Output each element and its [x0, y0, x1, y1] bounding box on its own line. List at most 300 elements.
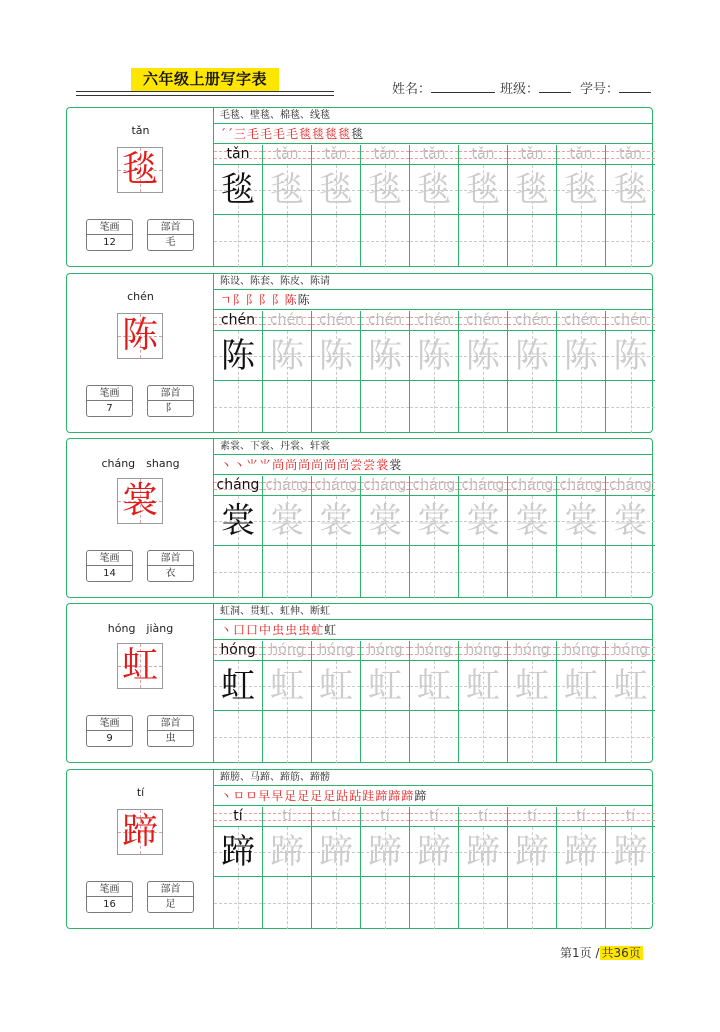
stroke-step: 毛 — [247, 127, 261, 141]
stroke-step: 陈 — [284, 293, 298, 307]
practice-cell[interactable] — [214, 641, 263, 763]
pinyin-line — [459, 311, 507, 331]
tian-grid-box — [459, 661, 507, 711]
practice-grid — [214, 145, 652, 267]
character-trace: 裳 — [270, 501, 304, 541]
character-trace: 虹 — [221, 666, 255, 706]
character-trace: 毯 — [466, 170, 500, 210]
stroke-step: 毯 — [338, 127, 352, 141]
practice-cell[interactable] — [361, 476, 410, 598]
pinyin-line — [214, 145, 262, 165]
stroke-step: 跕 — [336, 789, 350, 803]
stroke-step: 丶 — [233, 458, 247, 472]
pinyin-trace: hóng — [514, 642, 550, 658]
pinyin-trace: tí — [478, 808, 488, 824]
blank-practice-box[interactable] — [459, 381, 507, 433]
pinyin-line — [410, 641, 458, 661]
practice-cell[interactable] — [214, 145, 263, 267]
stroke-step: 足 — [284, 789, 298, 803]
character-pinyin: cháng shang — [101, 457, 180, 470]
character-info-panel — [67, 604, 214, 762]
character-trace: 蹄 — [613, 832, 648, 872]
practice-cell[interactable] — [312, 311, 361, 433]
practice-cell[interactable] — [263, 476, 312, 598]
tian-grid-box — [459, 496, 507, 546]
practice-cell[interactable] — [263, 145, 312, 267]
character-trace: 陈 — [319, 336, 353, 376]
blank-practice-box[interactable] — [361, 546, 409, 598]
practice-grid — [214, 807, 652, 929]
blank-practice-box[interactable] — [410, 381, 458, 433]
id-blank[interactable] — [619, 79, 651, 93]
stroke-order — [214, 620, 652, 640]
practice-grid — [214, 476, 652, 598]
blank-practice-box[interactable] — [214, 711, 262, 763]
character-info-panel — [67, 274, 214, 432]
stroke-step: ㅁ — [233, 789, 246, 803]
total-pages: 共36页 — [601, 946, 641, 960]
practice-cell[interactable] — [557, 476, 606, 598]
character-trace: 虹 — [319, 666, 353, 706]
pinyin-line — [410, 311, 458, 331]
pinyin-line — [361, 311, 409, 331]
practice-cell[interactable] — [410, 807, 459, 929]
stroke-order — [214, 124, 652, 144]
practice-cell[interactable] — [312, 807, 361, 929]
tian-grid-box — [312, 661, 360, 711]
tian-grid-box — [508, 827, 556, 877]
pinyin-trace: tǎn — [422, 146, 446, 162]
stroke-step: ㅁ — [245, 789, 259, 803]
stroke-count-box — [86, 715, 133, 747]
stroke-step: 跬 — [362, 789, 376, 803]
character-large: 毯 — [121, 149, 158, 190]
character-card — [66, 438, 653, 598]
tian-grid-box — [606, 827, 655, 877]
tian-grid-box — [508, 331, 556, 381]
practice-cell[interactable] — [508, 311, 557, 433]
character-trace: 毯 — [319, 170, 353, 210]
character-card — [66, 107, 653, 267]
blank-practice-box[interactable] — [214, 215, 262, 267]
class-blank[interactable] — [539, 79, 571, 93]
title-underline-thin — [76, 95, 334, 96]
stroke-count-label: 笔画 — [87, 386, 132, 401]
blank-practice-box[interactable] — [606, 381, 655, 433]
practice-cell[interactable] — [410, 311, 459, 433]
pinyin-trace: chén — [367, 312, 403, 328]
character-trace: 蹄 — [221, 832, 255, 872]
blank-practice-box[interactable] — [263, 711, 311, 763]
pinyin-line — [606, 641, 655, 661]
pinyin-line — [263, 807, 311, 827]
character-pinyin: tǎn — [131, 124, 150, 137]
character-trace: 虹 — [515, 666, 549, 706]
pinyin-trace: hóng — [367, 642, 403, 658]
pinyin-trace: chén — [465, 312, 501, 328]
pinyin-line — [312, 641, 360, 661]
pinyin-trace: chén — [563, 312, 599, 328]
blank-practice-box[interactable] — [312, 381, 360, 433]
tian-grid-box — [508, 165, 556, 215]
stroke-step: 丶 — [220, 623, 234, 637]
pinyin-trace: tǎn — [226, 146, 250, 162]
tian-grid-box — [410, 165, 458, 215]
stroke-step: ㄱ — [220, 293, 233, 307]
practice-cell[interactable] — [508, 641, 557, 763]
tian-grid-box — [214, 661, 262, 711]
stroke-count-value: 16 — [103, 899, 116, 910]
character-card — [66, 603, 653, 763]
character-card — [66, 769, 653, 929]
stroke-step: 中 — [259, 623, 273, 637]
practice-cell[interactable] — [214, 311, 263, 433]
pinyin-trace: tǎn — [373, 146, 397, 162]
stroke-step: 毛 — [260, 127, 274, 141]
tian-grid-box — [361, 661, 409, 711]
tian-grid-box — [312, 331, 360, 381]
tian-grid-box — [410, 496, 458, 546]
stroke-step: ˊ — [227, 127, 234, 141]
radical-value: 毛 — [165, 237, 176, 248]
blank-practice-box[interactable] — [410, 711, 458, 763]
stroke-step: 裳 — [389, 458, 403, 472]
class-label: 班级： — [500, 82, 540, 97]
stroke-step: 阝 — [232, 293, 246, 307]
blank-practice-box[interactable] — [557, 711, 605, 763]
pinyin-line — [263, 476, 311, 496]
blank-practice-box[interactable] — [557, 381, 605, 433]
character-trace: 毯 — [221, 170, 255, 210]
practice-cell[interactable] — [214, 807, 263, 929]
blank-practice-box[interactable] — [410, 546, 458, 598]
stroke-step: 尚 — [272, 458, 286, 472]
practice-cell[interactable] — [312, 145, 361, 267]
practice-cell[interactable] — [361, 145, 410, 267]
blank-practice-box[interactable] — [361, 711, 409, 763]
pinyin-trace: tí — [429, 808, 439, 824]
tian-grid-box — [410, 331, 458, 381]
character-trace: 毯 — [515, 170, 549, 210]
character-trace: 虹 — [417, 666, 451, 706]
character-large: 蹄 — [121, 811, 158, 852]
tian-grid-box — [557, 827, 605, 877]
tian-grid-box — [606, 661, 655, 711]
practice-cell[interactable] — [508, 145, 557, 267]
practice-cell[interactable] — [557, 145, 606, 267]
practice-cell[interactable] — [459, 641, 508, 763]
tian-grid-box — [606, 331, 655, 381]
pinyin-line — [263, 641, 311, 661]
tian-grid-box — [459, 165, 507, 215]
stroke-step: 毯 — [299, 127, 313, 141]
blank-practice-box[interactable] — [361, 381, 409, 433]
stroke-step: 阝 — [245, 293, 259, 307]
blank-practice-box[interactable] — [508, 877, 556, 929]
example-words: 蹄膀、马蹄、蹄筋、蹄髈 — [214, 770, 652, 786]
stroke-count-label: 笔画 — [87, 716, 132, 731]
practice-cell[interactable] — [557, 311, 606, 433]
name-blank[interactable] — [431, 79, 495, 93]
character-trace: 蹄 — [319, 832, 353, 872]
pinyin-trace: tí — [576, 808, 586, 824]
blank-practice-box[interactable] — [312, 215, 360, 267]
blank-practice-box[interactable] — [557, 546, 605, 598]
stroke-step: ˊ — [220, 127, 227, 141]
stroke-step: 丶 — [220, 458, 234, 472]
stroke-order — [214, 786, 652, 806]
character-trace: 裳 — [466, 501, 500, 541]
character-trace: 陈 — [270, 336, 304, 376]
stroke-step: ⺌ — [259, 458, 273, 472]
character-trace: 虹 — [368, 666, 402, 706]
practice-cell[interactable] — [508, 476, 557, 598]
pinyin-trace: tǎn — [471, 146, 495, 162]
practice-cell[interactable] — [606, 311, 655, 433]
stroke-step: 早 — [258, 789, 272, 803]
pinyin-line — [214, 311, 262, 331]
blank-practice-box[interactable] — [263, 546, 311, 598]
pinyin-line — [508, 807, 556, 827]
blank-practice-box[interactable] — [263, 381, 311, 433]
blank-practice-box[interactable] — [606, 711, 655, 763]
character-trace: 蹄 — [368, 832, 402, 872]
tian-grid-box — [263, 496, 311, 546]
pinyin-line — [557, 807, 605, 827]
stroke-step: 尚 — [285, 458, 299, 472]
tian-grid-box — [557, 661, 605, 711]
pinyin-trace: tí — [380, 808, 390, 824]
pinyin-line — [361, 641, 409, 661]
pinyin-trace: tí — [625, 808, 636, 824]
pinyin-line — [606, 476, 655, 496]
pinyin-trace: hóng — [563, 642, 599, 658]
pinyin-trace: tí — [233, 808, 243, 824]
practice-cell[interactable] — [557, 807, 606, 929]
blank-practice-box[interactable] — [459, 877, 507, 929]
pinyin-trace: hóng — [318, 642, 354, 658]
stroke-step: 裳 — [376, 458, 390, 472]
stroke-step: 尚 — [298, 458, 312, 472]
character-trace: 裳 — [564, 501, 598, 541]
pinyin-line — [557, 311, 605, 331]
character-trace: 陈 — [417, 336, 451, 376]
blank-practice-box[interactable] — [214, 877, 262, 929]
character-trace: 陈 — [564, 336, 598, 376]
character-trace: 毯 — [417, 170, 451, 210]
pinyin-trace: cháng — [609, 477, 652, 493]
stroke-step: 蹄 — [414, 789, 428, 803]
practice-cell[interactable] — [410, 476, 459, 598]
pinyin-trace: cháng — [559, 477, 603, 493]
practice-cell[interactable] — [410, 641, 459, 763]
pinyin-trace: tǎn — [619, 146, 642, 162]
radical-value: 足 — [165, 899, 176, 910]
pinyin-line — [410, 807, 458, 827]
practice-cell[interactable] — [263, 641, 312, 763]
blank-practice-box[interactable] — [606, 877, 655, 929]
practice-cell[interactable] — [606, 145, 655, 267]
pinyin-line — [263, 311, 311, 331]
tian-grid-box — [410, 827, 458, 877]
blank-practice-box[interactable] — [312, 546, 360, 598]
practice-cell[interactable] — [557, 641, 606, 763]
stroke-step: 虫 — [272, 623, 286, 637]
blank-practice-box[interactable] — [410, 215, 458, 267]
character-pinyin: chén — [127, 290, 154, 303]
stroke-count-label: 笔画 — [87, 551, 132, 566]
practice-cell[interactable] — [361, 311, 410, 433]
stroke-step: 虻 — [311, 623, 325, 637]
blank-practice-box[interactable] — [214, 546, 262, 598]
blank-practice-box[interactable] — [361, 215, 409, 267]
character-trace: 裳 — [613, 501, 648, 541]
example-words: 虹洞、贯虹、虹伸、断虹 — [214, 604, 652, 620]
practice-cell[interactable] — [312, 641, 361, 763]
pinyin-trace: tí — [331, 808, 341, 824]
pinyin-trace: chén — [318, 312, 354, 328]
blank-practice-box[interactable] — [410, 877, 458, 929]
pinyin-line — [459, 807, 507, 827]
practice-cell[interactable] — [606, 641, 655, 763]
tian-grid-box — [557, 496, 605, 546]
name-field[interactable] — [392, 78, 495, 97]
pinyin-line — [410, 145, 458, 165]
pinyin-line — [508, 145, 556, 165]
practice-cell[interactable] — [459, 807, 508, 929]
blank-practice-box[interactable] — [508, 711, 556, 763]
tian-grid-box — [557, 331, 605, 381]
tian-grid-box — [508, 496, 556, 546]
tian-grid-box — [312, 827, 360, 877]
id-label: 学号： — [580, 82, 620, 97]
character-large: 虹 — [121, 645, 158, 686]
practice-cell[interactable] — [263, 311, 312, 433]
pinyin-trace: hóng — [465, 642, 501, 658]
radical-box — [147, 550, 194, 582]
blank-practice-box[interactable] — [459, 546, 507, 598]
stroke-step: ⺌ — [246, 458, 260, 472]
pinyin-trace: tǎn — [569, 146, 593, 162]
stroke-step: 毛 — [286, 127, 300, 141]
pinyin-line — [312, 476, 360, 496]
pinyin-trace: hóng — [269, 642, 305, 658]
tian-grid-box — [459, 331, 507, 381]
stroke-step: 早 — [271, 789, 285, 803]
stroke-step: 陈 — [297, 293, 311, 307]
blank-practice-box[interactable] — [557, 215, 605, 267]
character-large: 陈 — [121, 315, 158, 356]
blank-practice-box[interactable] — [263, 877, 311, 929]
pinyin-trace: chén — [220, 312, 256, 328]
character-trace: 毯 — [613, 170, 648, 210]
character-trace: 陈 — [221, 336, 255, 376]
stroke-step: 毯 — [325, 127, 339, 141]
pinyin-trace: cháng — [363, 477, 407, 493]
character-info-panel — [67, 108, 214, 266]
tian-grid-box — [263, 661, 311, 711]
stroke-step: 口 — [246, 623, 260, 637]
character-trace: 虹 — [466, 666, 500, 706]
practice-cell[interactable] — [263, 807, 312, 929]
practice-cell[interactable] — [312, 476, 361, 598]
pinyin-line — [606, 807, 655, 827]
stroke-step: 尝 — [363, 458, 377, 472]
tian-grid-box — [361, 165, 409, 215]
blank-practice-box[interactable] — [459, 711, 507, 763]
stroke-step: 足 — [297, 789, 311, 803]
radical-box — [147, 715, 194, 747]
practice-cell[interactable] — [606, 807, 655, 929]
blank-practice-box[interactable] — [557, 877, 605, 929]
practice-cell[interactable] — [410, 145, 459, 267]
blank-practice-box[interactable] — [606, 546, 655, 598]
blank-practice-box[interactable] — [312, 877, 360, 929]
pinyin-trace: chén — [269, 312, 305, 328]
practice-cell[interactable] — [214, 476, 263, 598]
pinyin-trace: tǎn — [275, 146, 299, 162]
blank-practice-box[interactable] — [214, 381, 262, 433]
blank-practice-box[interactable] — [459, 215, 507, 267]
blank-practice-box[interactable] — [508, 381, 556, 433]
practice-cell[interactable] — [361, 807, 410, 929]
name-label: 姓名： — [392, 82, 432, 97]
stroke-step: 三 — [234, 127, 248, 141]
class-field[interactable] — [500, 78, 571, 97]
practice-cell[interactable] — [606, 476, 655, 598]
stroke-count-label: 笔画 — [87, 882, 132, 897]
blank-practice-box[interactable] — [263, 215, 311, 267]
blank-practice-box[interactable] — [361, 877, 409, 929]
stroke-step: 蹄 — [388, 789, 402, 803]
page-indicator — [560, 944, 643, 961]
radical-box — [147, 219, 194, 251]
blank-practice-box[interactable] — [606, 215, 655, 267]
stroke-step: 尚 — [311, 458, 325, 472]
pinyin-trace: hóng — [416, 642, 452, 658]
pinyin-line — [508, 476, 556, 496]
stroke-step: 毯 — [312, 127, 326, 141]
id-field[interactable] — [580, 78, 651, 97]
practice-cell[interactable] — [459, 311, 508, 433]
pinyin-trace: tǎn — [520, 146, 544, 162]
character-trace: 裳 — [417, 501, 451, 541]
blank-practice-box[interactable] — [312, 711, 360, 763]
character-trace: 陈 — [466, 336, 500, 376]
pinyin-line — [459, 476, 507, 496]
pinyin-line — [606, 145, 655, 165]
blank-practice-box[interactable] — [508, 546, 556, 598]
pinyin-line — [459, 145, 507, 165]
blank-practice-box[interactable] — [508, 215, 556, 267]
practice-cell[interactable] — [459, 476, 508, 598]
tian-grid-box — [557, 165, 605, 215]
tian-grid-box — [508, 661, 556, 711]
stroke-count-box — [86, 881, 133, 913]
radical-value: 阝 — [165, 403, 176, 414]
character-display-box — [117, 643, 163, 689]
stroke-step: 口 — [233, 623, 247, 637]
tian-grid-box — [459, 827, 507, 877]
stroke-order — [214, 290, 652, 310]
radical-label: 部首 — [148, 220, 193, 235]
practice-cell[interactable] — [459, 145, 508, 267]
practice-cell[interactable] — [508, 807, 557, 929]
practice-grid — [214, 641, 652, 763]
stroke-count-box — [86, 385, 133, 417]
character-trace: 虹 — [613, 666, 648, 706]
practice-cell[interactable] — [361, 641, 410, 763]
